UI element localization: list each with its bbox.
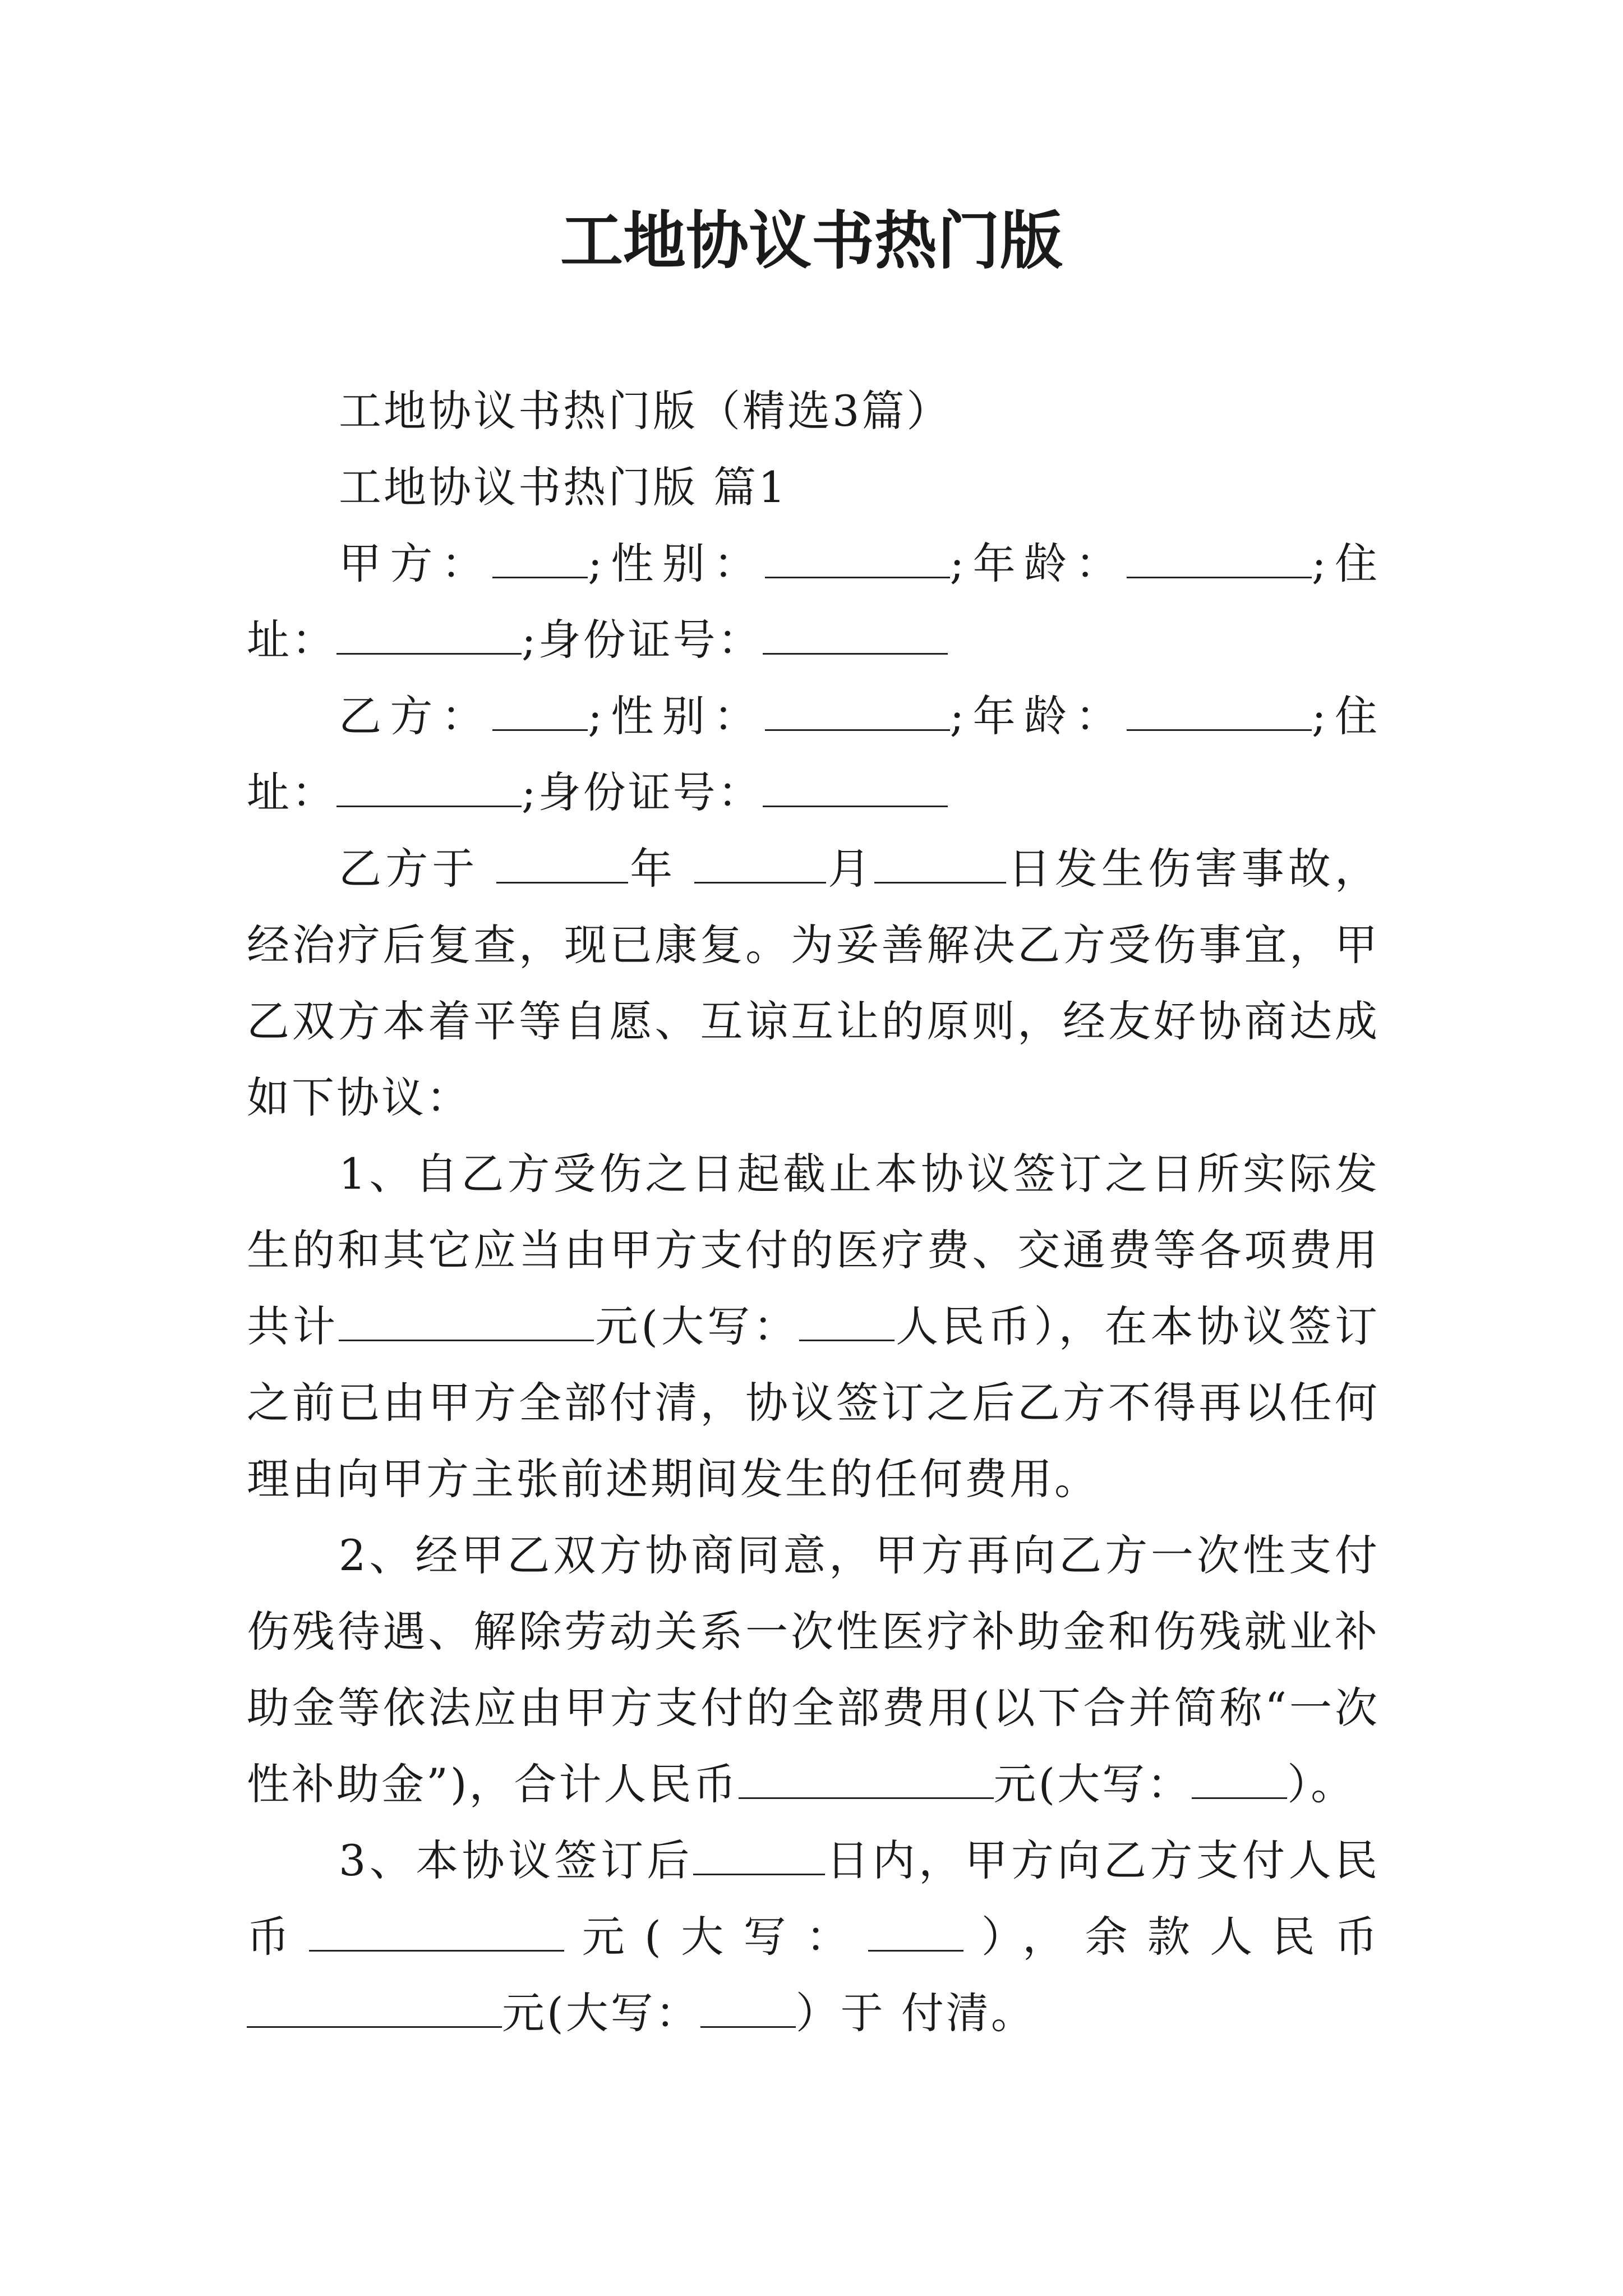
party-a-gender-label: ;性别： <box>588 539 765 588</box>
month-label: 月 <box>826 844 875 894</box>
clause-3-capital-blank <box>868 1913 963 1952</box>
party-b-name-blank <box>492 693 588 731</box>
clause-3-text-e: 元(大写： <box>502 1988 700 2038</box>
clause-3-days-blank <box>693 1837 825 1875</box>
clause-1-capital-blank <box>799 1303 895 1341</box>
section-heading: 工地协议书热门版 篇1 <box>339 462 788 512</box>
party-a-age-blank <box>1127 540 1312 578</box>
document-title: 工地协议书热门版 <box>560 204 1063 278</box>
clause-2-text-b: 元(大写： <box>993 1759 1192 1809</box>
clause-1-amount-blank <box>339 1303 594 1341</box>
party-a-age-label: ;年龄： <box>949 539 1127 588</box>
clause-3-text-b: 日内，甲方向乙方支付人民币 <box>247 1835 1380 1962</box>
party-b-address-label: ;住址： <box>247 691 1380 817</box>
party-b-label: 乙方： <box>339 691 493 741</box>
intro-rest: 日发生伤害事故，经治疗后复查，现已康复。为妥善解决乙方受伤事宜，甲乙双方本着平等自愿、互谅互让的原则，经友好协商达成如下协议： <box>247 844 1380 1122</box>
party-a-address-label: ;住址： <box>247 539 1380 665</box>
year-label: 年 <box>628 844 677 894</box>
clause-3-text-d: ），余款人民币 <box>963 1912 1380 1962</box>
party-b-id-label: ;身份证号： <box>522 767 763 817</box>
month-blank <box>694 845 826 884</box>
clause-3-balance-blank <box>247 1990 502 2028</box>
intro-lead: 乙方于 <box>339 844 479 894</box>
party-a-id-blank <box>763 616 948 655</box>
party-b-gender-blank <box>765 693 950 731</box>
clause-3-amount-blank <box>309 1913 564 1952</box>
clause-3-text-a: 3、本协议签订后 <box>339 1835 693 1885</box>
clause-3-balance-capital-blank <box>700 1990 796 2028</box>
clause-1-text-a: 1、自乙方受伤之日起截止本协议签订之日所实际发生的和其它应当由甲方支付的医疗费、交通费等各项费用共计 <box>247 1149 1380 1351</box>
clause-3-text-f: ）于 付清。 <box>795 1988 1036 2038</box>
day-blank <box>874 845 1006 884</box>
clause-2-text-a: 2、经甲乙双方协商同意，甲方再向乙方一次性支付伤残待遇、解除劳动关系一次性医疗补助金和伤残就业补助金等依法应由甲方支付的全部费用(以下合并简称“一次性补助金”)，合计人民币 <box>247 1530 1380 1809</box>
clause-2 <box>247 1517 1380 1823</box>
clause-1-text-b: 元(大写： <box>594 1301 800 1351</box>
party-a-info <box>247 526 1380 678</box>
clause-3 <box>247 1823 1380 2051</box>
clause-1 <box>247 1136 1380 1517</box>
year-blank <box>496 845 628 884</box>
clause-1-text-c: 人民币），在本协议签订之前已由甲方全部付清，协议签订之后乙方不得再以任何理由向甲方主张前述期间发生的任何费用。 <box>247 1301 1380 1504</box>
subtitle: 工地协议书热门版（精选3篇） <box>339 386 952 436</box>
party-a-id-label: ;身份证号： <box>522 615 763 665</box>
clause-2-text-c: ）。 <box>1287 1759 1356 1809</box>
party-b-info <box>247 678 1380 831</box>
party-b-gender-label: ;性别： <box>588 691 765 741</box>
party-a-label: 甲方： <box>339 539 493 588</box>
clause-3-text-c: 元(大写： <box>564 1912 869 1962</box>
party-b-address-blank <box>336 769 522 807</box>
party-a-name-blank <box>492 540 588 578</box>
party-a-address-blank <box>336 616 522 655</box>
intro-paragraph <box>247 831 1380 1136</box>
party-b-id-blank <box>763 769 948 807</box>
party-b-age-blank <box>1127 693 1312 731</box>
clause-2-amount-blank <box>739 1761 994 1799</box>
party-a-gender-blank <box>765 540 950 578</box>
clause-2-capital-blank <box>1192 1761 1287 1799</box>
party-b-age-label: ;年龄： <box>949 691 1127 741</box>
document-body <box>247 373 1380 2051</box>
